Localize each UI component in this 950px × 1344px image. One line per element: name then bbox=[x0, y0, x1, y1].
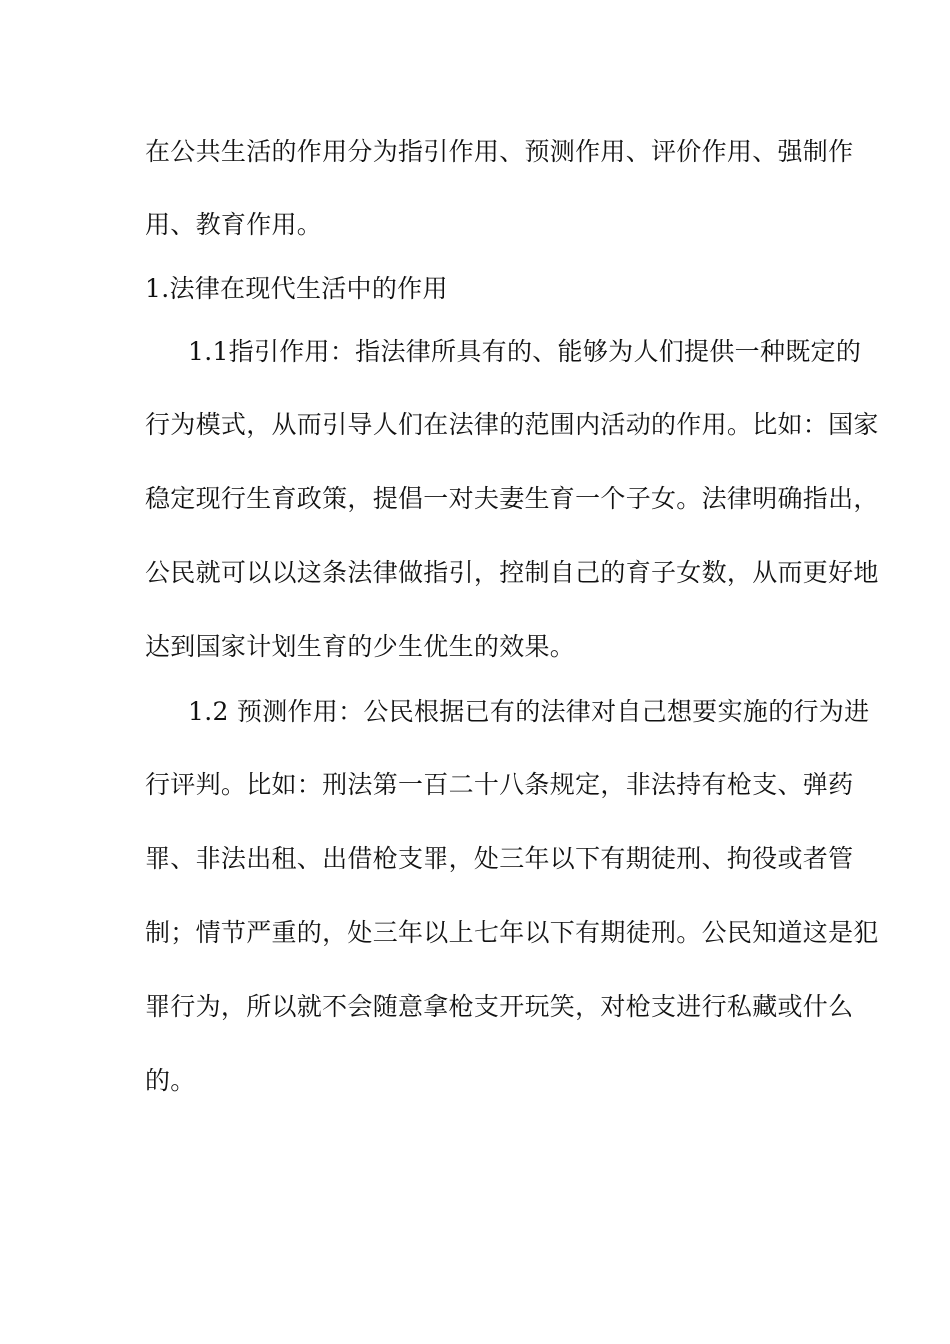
body-text-line: 稳定现行生育政策，提倡一对夫妻生育一个子女。法律明确指出， bbox=[145, 484, 879, 513]
body-text-line: 行为模式，从而引导人们在法律的范围内活动的作用。比如：国家 bbox=[145, 410, 879, 439]
body-text-line: 用、教育作用。 bbox=[145, 210, 323, 239]
body-text-line: 行评判。比如：刑法第一百二十八条规定，非法持有枪支、弹药 bbox=[145, 770, 854, 799]
body-text-line: 在公共生活的作用分为指引作用、预测作用、评价作用、强制作 bbox=[145, 137, 854, 166]
body-text-line: 制；情节严重的，处三年以上七年以下有期徒刑。公民知道这是犯 bbox=[145, 918, 879, 947]
body-text-line: 的。 bbox=[145, 1066, 196, 1095]
body-text-line: 公民就可以以这条法律做指引，控制自己的育子女数，从而更好地 bbox=[145, 558, 879, 587]
body-text-line: 达到国家计划生育的少生优生的效果。 bbox=[145, 632, 576, 661]
body-text-line: 罪、非法出租、出借枪支罪，处三年以下有期徒刑、拘役或者管 bbox=[145, 844, 854, 873]
body-text-line: 罪行为，所以就不会随意拿枪支开玩笑，对枪支进行私藏或什么 bbox=[145, 992, 854, 1021]
subsection-heading-line: 1.2 预测作用：公民根据已有的法律对自己想要实施的行为进 bbox=[188, 697, 870, 726]
section-heading: 1.法律在现代生活中的作用 bbox=[145, 274, 448, 303]
subsection-heading-line: 1.1指引作用：指法律所具有的、能够为人们提供一种既定的 bbox=[188, 337, 862, 366]
